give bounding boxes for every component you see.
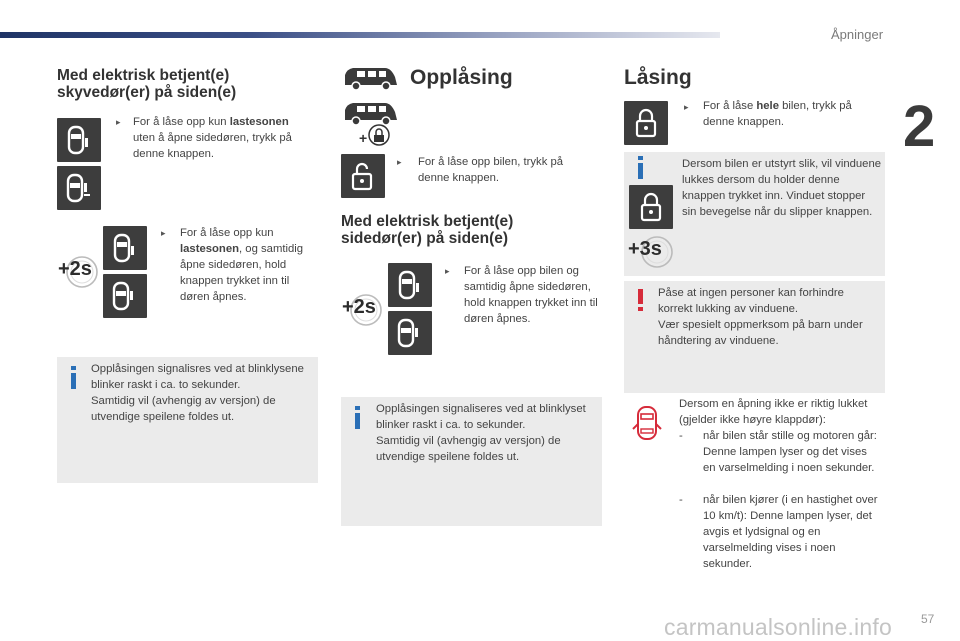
bullet-marker: ▸	[397, 157, 402, 167]
timer-label: +3s	[628, 238, 662, 260]
bullet-bold: lastesonen	[229, 116, 289, 128]
van-key-icon	[341, 98, 403, 153]
section-title: Åpninger	[831, 27, 884, 42]
header-bar	[0, 32, 720, 38]
lock-button-key	[629, 185, 673, 229]
sliding-door-icon	[388, 311, 432, 355]
page-number: 57	[921, 612, 935, 626]
sliding-door-icon	[103, 274, 147, 318]
bullet-marker: ▸	[116, 117, 121, 127]
bullet-marker: ▸	[684, 102, 689, 112]
col3-door-note-item: når bilen står stille og motoren går: Denne lampen lyser og det vises en varselmelding i noen sekunder.	[703, 430, 877, 474]
col3-door-note-item: når bilen kjører (i en hastighet over 10 km/t): Denne lampen lyser, det avgis et lydsignal og en varselmelding vises i noen sekunder.	[703, 494, 878, 570]
unlock-side-door-key-bottom	[388, 311, 432, 355]
unlock-cargo-open-key-bottom	[103, 274, 147, 318]
timer-3s-icon	[627, 233, 675, 276]
bullet-text: For å låse	[703, 100, 757, 112]
timer-label: +2s	[342, 296, 376, 318]
col2-bullet1: For å låse opp bilen, trykk på denne knappen.	[418, 156, 564, 184]
col3-door-note-intro: Dersom en åpning ikke er riktig lukket (gjelder ikke høyre klappdør):	[679, 398, 868, 426]
svg-text:+: +	[359, 130, 368, 146]
info-icon	[638, 163, 643, 179]
timer-label: +2s	[58, 258, 92, 280]
bullet-marker: ▸	[161, 228, 166, 238]
col3-info-text: Dersom bilen er utstyrt slik, vil vinduene lukkes dersom du holder denne knappen trykket inn. Vinduet stopper sin bevegelse når du slipper knappen.	[682, 158, 882, 218]
col3-warning-text: Påse at ingen personer kan forhindre korrekt lukking av vinduene. Vær spesielt oppmerksom på barn under håndtering av vinduene.	[658, 287, 863, 347]
timer-2s-icon	[340, 290, 384, 335]
unlock-cargo-key-bottom	[57, 166, 101, 210]
bullet-text: For å låse opp kun	[180, 227, 274, 239]
col3-bullet1	[703, 98, 878, 130]
col2-info-box	[341, 397, 602, 526]
col3-warning-box	[624, 281, 885, 393]
cargo-door-icon	[388, 263, 432, 307]
van-icon	[341, 63, 399, 98]
cargo-door-icon	[57, 118, 101, 162]
bullet-bold: lastesonen	[180, 243, 240, 255]
col2-heading: Opplåsing	[410, 66, 513, 89]
col2-bullet2: For å låse opp bilen og samtidig åpne sidedøren, hold knappen trykket inn til døren åpnes.	[464, 265, 598, 325]
bullet-text: bilen, trykk på denne knappen.	[703, 100, 852, 128]
col1-info-text: Opplåsingen signalisres ved at blinklysene blinker raskt i ca. to sekunder. Samtidig vil (avhengig av versjon) de utvendige speilene foldes ut.	[91, 363, 304, 423]
col2-subheading: Med elektrisk betjent(e) sidedør(er) på siden(e)	[341, 213, 514, 247]
bullet-text: , og samtidig åpne sidedøren, hold knappen trykket inn til døren åpnes.	[180, 243, 304, 303]
padlock-icon	[629, 185, 673, 229]
unlock-side-door-key-top	[388, 263, 432, 307]
col2-info-text: Opplåsingen signaliseres ved at blinklyset blinker raskt i ca. to sekunder. Samtidig vil (avhengig av versjon) de utvendige speilene foldes ut.	[376, 403, 586, 463]
bullet-marker: ▸	[445, 266, 450, 276]
col1-bullet2	[180, 225, 320, 305]
chapter-number: 2	[903, 94, 936, 159]
col1-bullet1	[133, 114, 313, 162]
col1-heading: Med elektrisk betjent(e) skyvedør(er) på siden(e)	[57, 67, 237, 101]
col1-info-box	[57, 357, 318, 483]
unlock-cargo-key-top	[57, 118, 101, 162]
info-icon	[355, 413, 360, 429]
col3-heading: Låsing	[624, 66, 692, 89]
info-icon	[71, 373, 76, 389]
watermark: carmanualsonline.info	[664, 614, 892, 640]
bullet-bold: hele	[756, 100, 779, 112]
warning-icon	[638, 289, 643, 304]
unlock-cargo-open-key-top	[103, 226, 147, 270]
unlocked-padlock-icon	[341, 154, 385, 198]
cargo-door-icon	[103, 226, 147, 270]
lock-button-key	[624, 101, 668, 145]
bullet-text: For å låse opp kun	[133, 116, 230, 128]
unlock-button-key	[341, 154, 385, 198]
bullet-text: uten å åpne sidedøren, trykk på denne knappen.	[133, 132, 292, 160]
door-note-dash: -	[679, 494, 683, 506]
timer-2s-icon	[56, 252, 100, 297]
door-open-warning-icon	[632, 402, 662, 449]
col3-info-box	[624, 152, 885, 276]
door-note-dash: -	[679, 430, 683, 442]
sliding-door-icon	[57, 166, 101, 210]
padlock-icon	[624, 101, 668, 145]
